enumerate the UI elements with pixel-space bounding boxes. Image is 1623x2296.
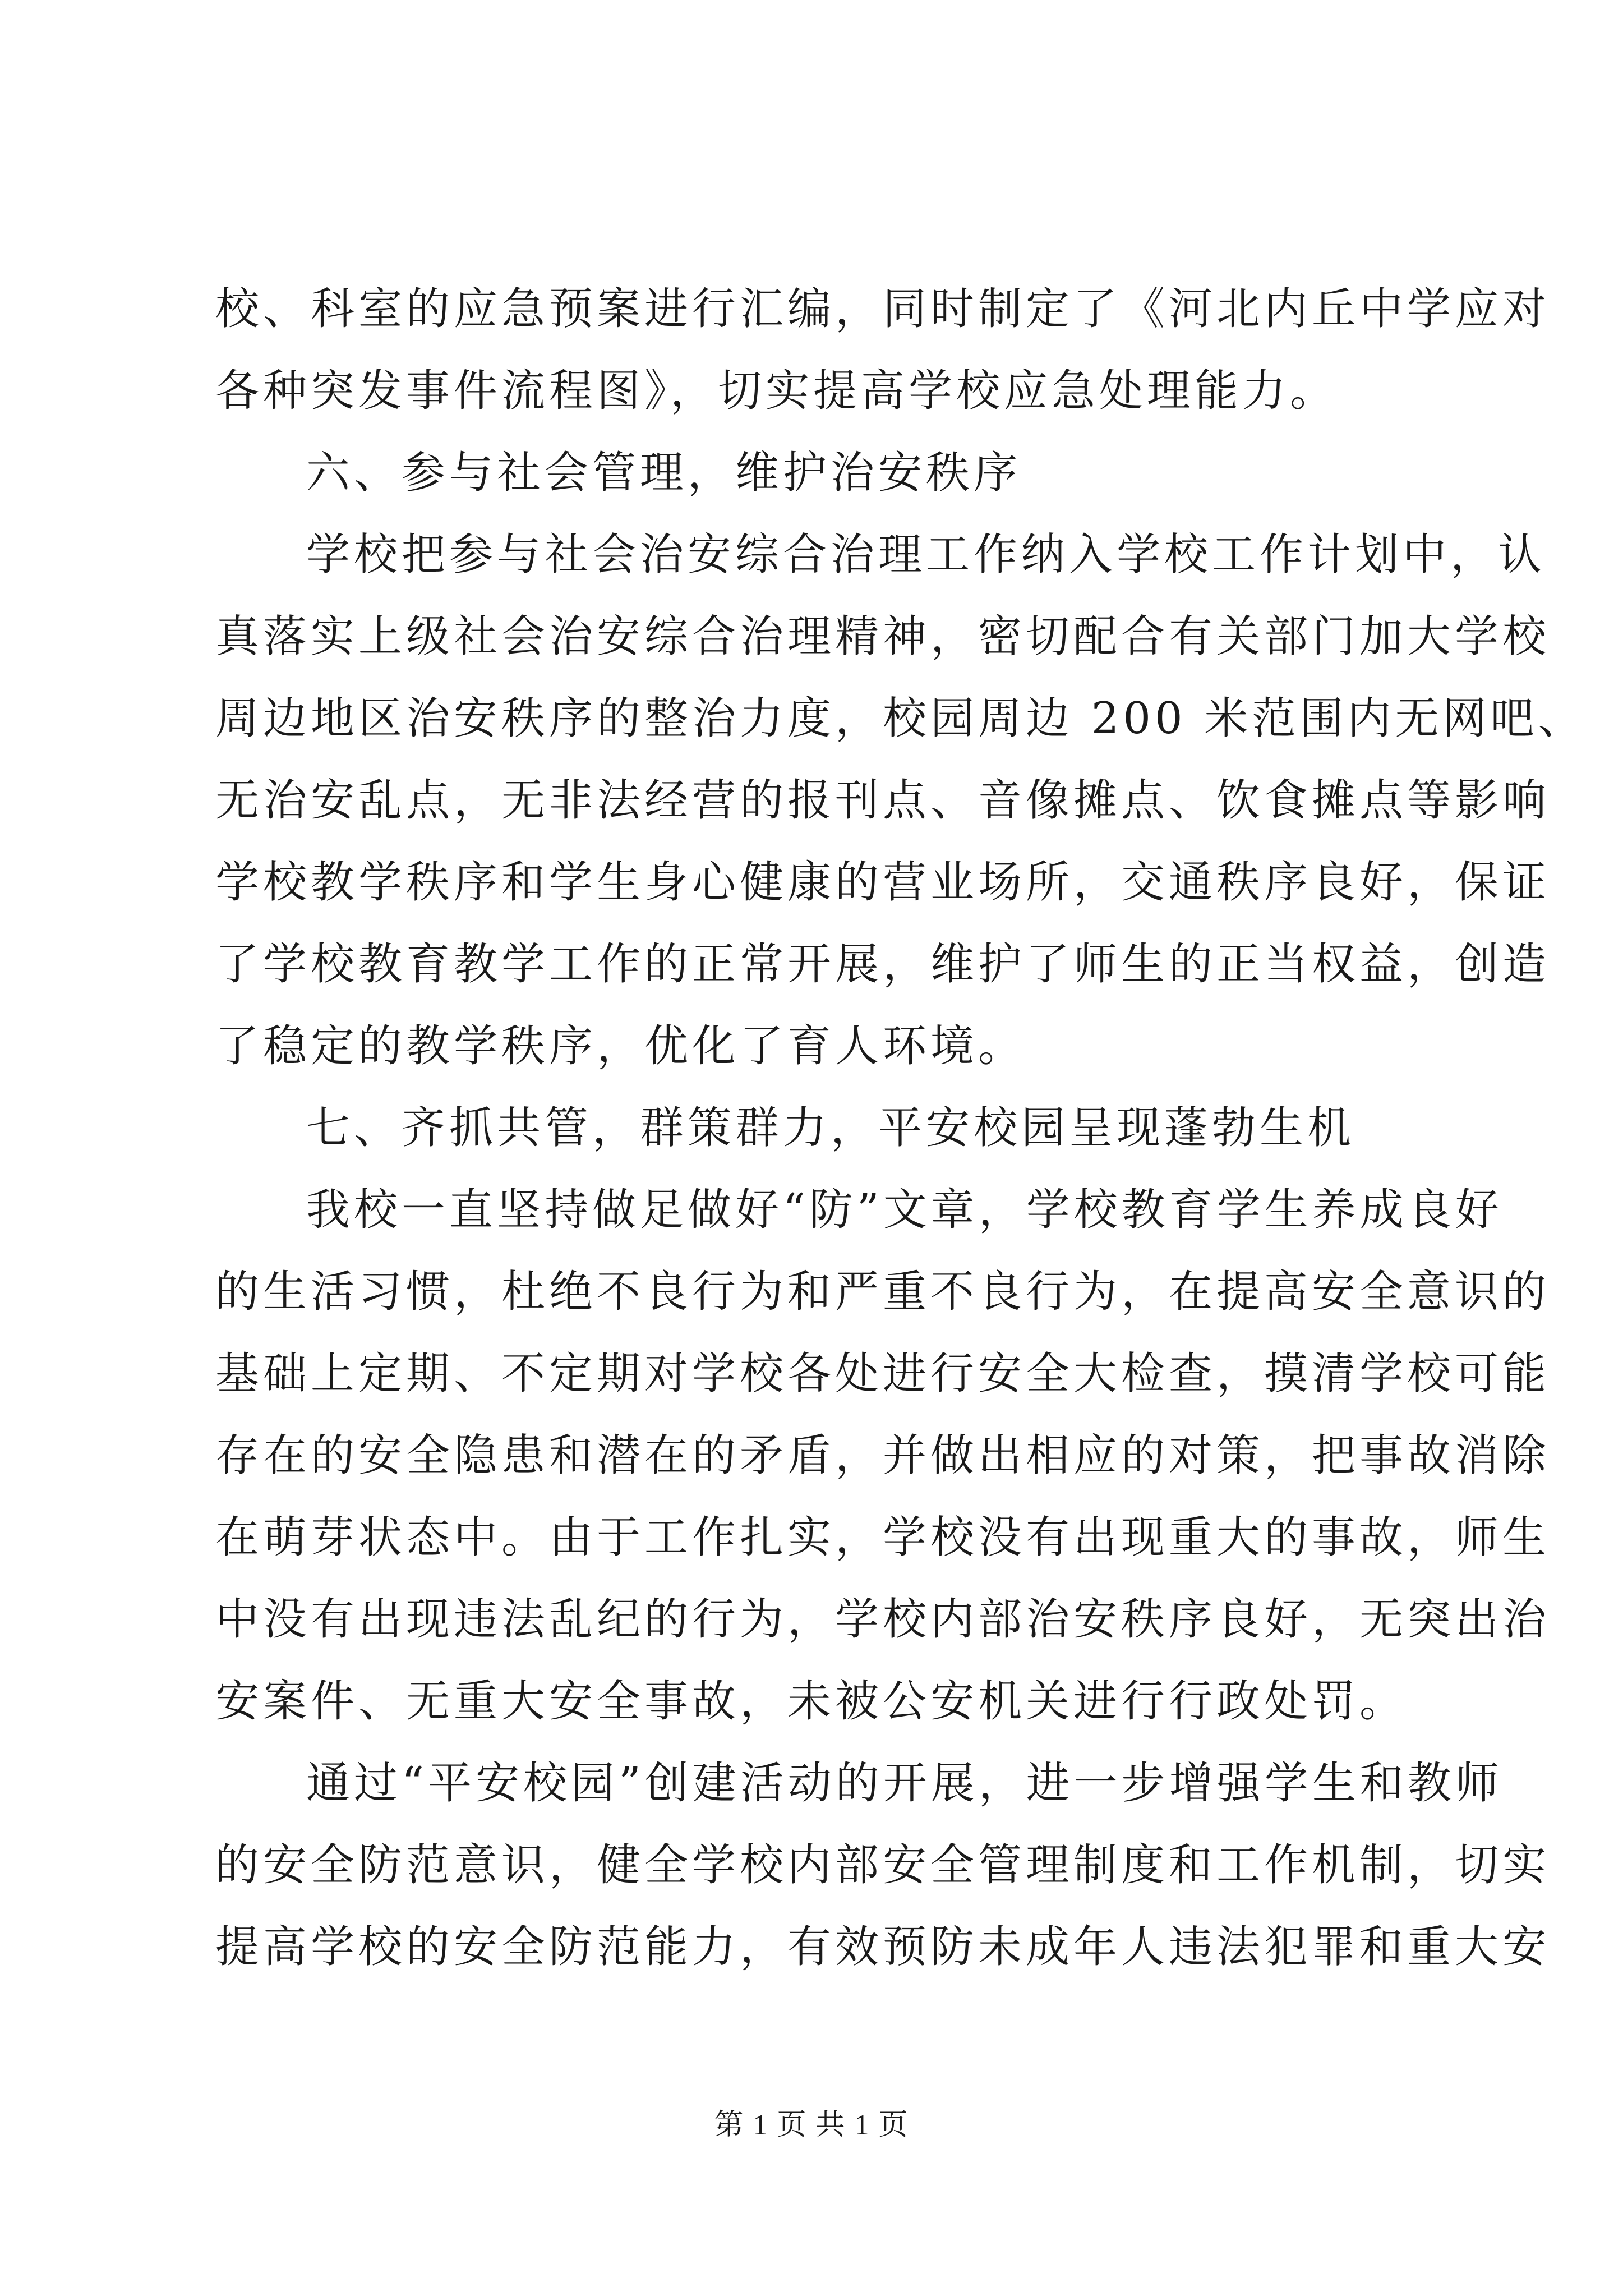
text-line: 通过“平安校园”创建活动的开展，进一步增强学生和教师 [306, 1758, 1503, 1809]
text-line: 在萌芽状态中。由于工作扎实，学校没有出现重大的事故，师生 [215, 1512, 1551, 1563]
text-line: 的安全防范意识，健全学校内部安全管理制度和工作机制，切实 [215, 1840, 1551, 1890]
section-heading: 六、参与社会管理，维护治安秩序 [306, 448, 1022, 498]
text-line: 无治安乱点，无非法经营的报刊点、音像摊点、饮食摊点等影响 [215, 775, 1551, 826]
text-line: 各种突发事件流程图》，切实提高学校应急处理能力。 [215, 366, 1338, 416]
text-line: 安案件、无重大安全事故，未被公安机关进行行政处罚。 [215, 1676, 1408, 1727]
text-line: 学校把参与社会治安综合治理工作纳入学校工作计划中，认 [306, 530, 1546, 580]
text-line: 学校教学秩序和学生身心健康的营业场所，交通秩序良好，保证 [215, 857, 1551, 908]
text-line: 校、科室的应急预案进行汇编，同时制定了《河北内丘中学应对 [215, 284, 1551, 334]
text-line: 基础上定期、不定期对学校各处进行安全大检查，摸清学校可能 [215, 1349, 1551, 1399]
page-number-label: 第 1 页 共 1 页 [714, 2109, 909, 2141]
section-heading: 七、齐抓共管，群策群力，平安校园呈现蓬勃生机 [306, 1103, 1355, 1153]
text-line: 了学校教育教学工作的正常开展，维护了师生的正当权益，创造 [215, 939, 1551, 990]
text-line: 了稳定的教学秩序，优化了育人环境。 [215, 1021, 1026, 1071]
text-line: 我校一直坚持做足做好“防”文章，学校教育学生养成良好 [306, 1185, 1503, 1235]
text-line: 提高学校的安全防范能力，有效预防未成年人违法犯罪和重大安 [215, 1922, 1551, 1972]
text-line: 真落实上级社会治安综合治理精神，密切配合有关部门加大学校 [215, 611, 1551, 662]
document-body [215, 268, 1586, 1988]
page-footer [0, 2101, 1623, 2143]
text-line: 中没有出现违法乱纪的行为，学校内部治安秩序良好，无突出治 [215, 1594, 1551, 1645]
text-line: 周边地区治安秩序的整治力度，校园周边 200 米范围内无网吧、 [215, 693, 1586, 744]
text-line: 的生活习惯，杜绝不良行为和严重不良行为，在提高安全意识的 [215, 1267, 1551, 1317]
text-line: 存在的安全隐患和潜在的矛盾，并做出相应的对策，把事故消除 [215, 1430, 1551, 1481]
